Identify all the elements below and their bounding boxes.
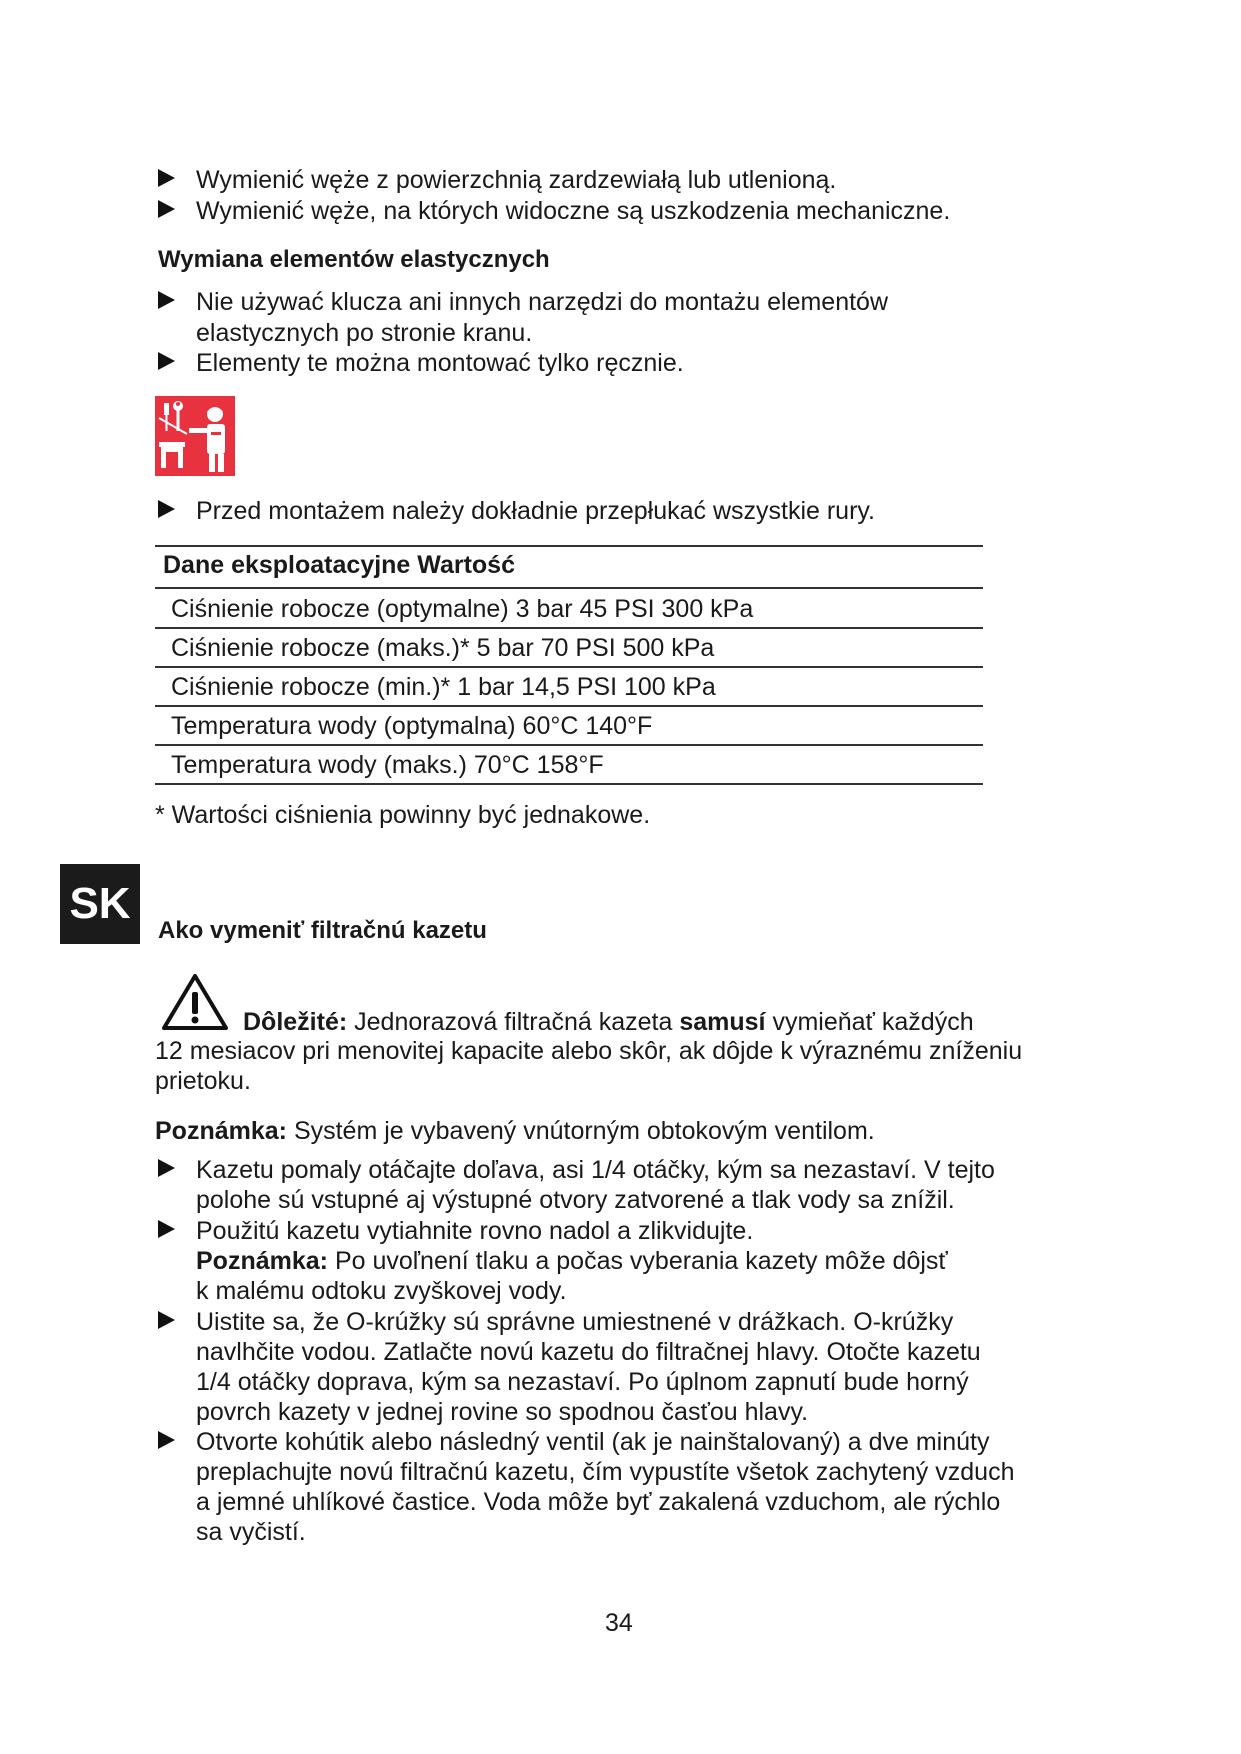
important-text: vymieňať každých bbox=[772, 1008, 974, 1036]
bullet-marker bbox=[158, 352, 175, 370]
section-heading: Wymiana elementów elastycznych bbox=[158, 246, 550, 273]
bullet-marker bbox=[158, 1159, 175, 1177]
bullet-text: Elementy te można montować tylko ręcznie. bbox=[196, 349, 684, 377]
table-rule bbox=[155, 744, 983, 746]
table-rule bbox=[155, 705, 983, 707]
bullet-marker bbox=[158, 500, 175, 518]
step-text: a jemné uhlíkové častice. Voda môže byť zakalená vzduchom, ale rýchlo bbox=[196, 1488, 1001, 1516]
bullet-marker bbox=[158, 200, 175, 218]
step-note-text: Po uvoľnení tlaku a počas vyberania kazety môže dôjsť bbox=[334, 1247, 948, 1275]
important-line-3: prietoku. bbox=[155, 1067, 251, 1095]
important-label: Dôležité: bbox=[243, 1008, 348, 1036]
note-label: Poznámka: bbox=[155, 1117, 287, 1145]
section-heading: Ako vymeniť filtračnú kazetu bbox=[158, 917, 487, 944]
important-line-1 bbox=[243, 1007, 974, 1038]
table-row: Ciśnienie robocze (maks.)* 5 bar 70 PSI 500 kPa bbox=[171, 634, 715, 662]
bullet-marker bbox=[158, 291, 175, 309]
step-text: Otvorte kohútik alebo následný ventil (ak je nainštalovaný) a dve minúty bbox=[196, 1428, 990, 1456]
table-rule bbox=[155, 627, 983, 629]
bullet-text: Wymienić węże, na których widoczne są uszkodzenia mechaniczne. bbox=[196, 197, 951, 225]
step-text: Použitú kazetu vytiahnite rovno nadol a zlikvidujte. bbox=[196, 1217, 754, 1245]
table-row: Ciśnienie robocze (min.)* 1 bar 14,5 PSI 100 kPa bbox=[171, 673, 716, 701]
table-row: Temperatura wody (optymalna) 60°C 140°F bbox=[171, 712, 653, 740]
note-text: Systém je vybavený vnútorným obtokovým ventilom. bbox=[293, 1117, 875, 1145]
step-text: Kazetu pomaly otáčajte doľava, asi 1/4 otáčky, kým sa nezastaví. V tejto bbox=[196, 1156, 995, 1184]
step-text: povrch kazety v jednej rovine so spodnou časťou hlavy. bbox=[196, 1398, 809, 1426]
step-text: navlhčite vodou. Zatlačte novú kazetu do filtračnej hlavy. Otočte kazetu bbox=[196, 1338, 981, 1366]
table-row: Ciśnienie robocze (optymalne) 3 bar 45 PSI 300 kPa bbox=[171, 595, 754, 623]
bullet-marker bbox=[158, 1311, 175, 1329]
step-note bbox=[196, 1246, 948, 1277]
footnote: * Wartości ciśnienia powinny być jednakowe. bbox=[155, 801, 651, 829]
page-number: 34 bbox=[605, 1609, 633, 1637]
step-text: sa vyčistí. bbox=[196, 1518, 306, 1546]
step-text: 1/4 otáčky doprava, kým sa nezastaví. Po úplnom zapnutí bude horný bbox=[196, 1368, 969, 1396]
table-row: Temperatura wody (maks.) 70°C 158°F bbox=[171, 751, 604, 779]
step-text: Uistite sa, že O-krúžky sú správne umiestnené v drážkach. O-krúžky bbox=[196, 1308, 954, 1336]
bullet-text: Wymienić węże z powierzchnią zardzewiałą lub utlenioną. bbox=[196, 166, 837, 194]
table-rule bbox=[155, 666, 983, 668]
installation-by-hand-icon bbox=[155, 396, 235, 476]
table-rule-bottom bbox=[155, 783, 983, 785]
bullet-marker bbox=[158, 169, 175, 187]
important-line-2: 12 mesiacov pri menovitej kapacite alebo skôr, ak dôjde k výraznému zníženiu bbox=[155, 1037, 1023, 1065]
bullet-marker bbox=[158, 1220, 175, 1238]
warning-icon bbox=[160, 972, 230, 1032]
bullet-text: Przed montażem należy dokładnie przepłukać wszystkie rury. bbox=[196, 497, 875, 525]
table-header: Dane eksploatacyjne Wartość bbox=[163, 551, 515, 579]
step-note-text: k malému odtoku zvyškovej vody. bbox=[196, 1277, 567, 1305]
important-emphasis: samusí bbox=[679, 1008, 766, 1036]
table-rule-top bbox=[155, 545, 983, 547]
table-rule bbox=[155, 587, 983, 589]
step-note-label: Poznámka: bbox=[196, 1247, 328, 1275]
bullet-marker bbox=[158, 1431, 175, 1449]
step-text: polohe sú vstupné aj výstupné otvory zatvorené a tlak vody sa znížil. bbox=[196, 1186, 955, 1214]
step-text: preplachujte novú filtračnú kazetu, čím vypustíte všetok zachytený vzduch bbox=[196, 1458, 1015, 1486]
language-tab bbox=[60, 864, 140, 944]
note bbox=[155, 1116, 875, 1147]
important-text: Jednorazová filtračná kazeta bbox=[354, 1008, 673, 1036]
bullet-text: Nie używać klucza ani innych narzędzi do montażu elementów bbox=[196, 288, 889, 316]
language-tab-label: SK bbox=[69, 879, 131, 928]
bullet-text-continued: elastycznych po stronie kranu. bbox=[196, 319, 533, 347]
